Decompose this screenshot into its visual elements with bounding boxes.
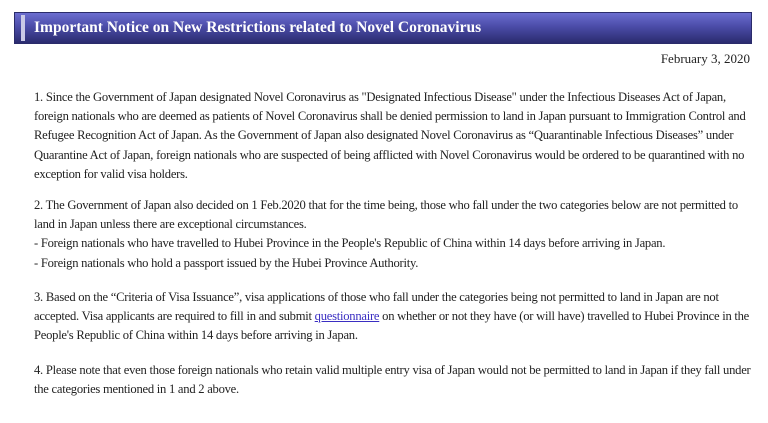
notice-date: February 3, 2020 <box>660 51 750 66</box>
text-line: foreign nationals who are deemed as patients of Novel Coronavirus shall be denied permission to land in Japan pursuant to Immigration Control and <box>34 109 746 124</box>
text-line: People's Republic of China within 14 days before arriving in Japan. <box>34 328 358 343</box>
text-line: land in Japan unless there are exceptional circumstances. <box>34 217 307 232</box>
header-accent-bar <box>21 15 25 41</box>
text-line: Quarantine Act of Japan, foreign nationals who are suspected of being afflicted with Novel Coronavirus would be ordered to be quarantined with no <box>34 147 745 162</box>
paragraph-2 <box>34 196 754 273</box>
text-line <box>34 307 754 326</box>
paragraph-3 <box>34 288 754 346</box>
text-segment: accepted. Visa applicants are required to fill in and submit <box>34 309 315 324</box>
text-line: Refugee Recognition Act of Japan. As the Government of Japan also designated Novel Coronavirus as “Quarantinable Infectious Diseases” under <box>34 128 734 143</box>
paragraph-4 <box>34 361 754 399</box>
text-line: 3. Based on the “Criteria of Visa Issuance”, visa applications of those who fall under the categories being not permitted to land in Japan are not <box>34 290 719 304</box>
notice-header <box>14 12 752 44</box>
list-item: - Foreign nationals who have travelled to Hubei Province in the People's Republic of China within 14 days before arriving in Japan. <box>34 236 666 251</box>
text-line: the categories mentioned in 1 and 2 above. <box>34 382 239 397</box>
text-line: 2. The Government of Japan also decided on 1 Feb.2020 that for the time being, those who fall under the two categories below are not permitted to <box>34 198 738 212</box>
page-title: Important Notice on New Restrictions related to Novel Coronavirus <box>34 19 482 36</box>
paragraph-1 <box>34 88 754 184</box>
text-line: 4. Please note that even those foreign nationals who retain valid multiple entry visa of Japan would not be permitted to land in Japan if they fall under <box>34 363 751 377</box>
list-item: - Foreign nationals who hold a passport issued by the Hubei Province Authority. <box>34 255 419 270</box>
text-line: 1. Since the Government of Japan designated Novel Coronavirus as "Designated Infectious Disease" under the Infectious Diseases Act of Japan, <box>34 90 726 104</box>
text-segment: on whether or not they have (or will have) travelled to Hubei Province in the <box>379 309 750 324</box>
questionnaire-link[interactable]: questionnaire <box>314 309 380 324</box>
text-line: exception for valid visa holders. <box>34 166 188 181</box>
